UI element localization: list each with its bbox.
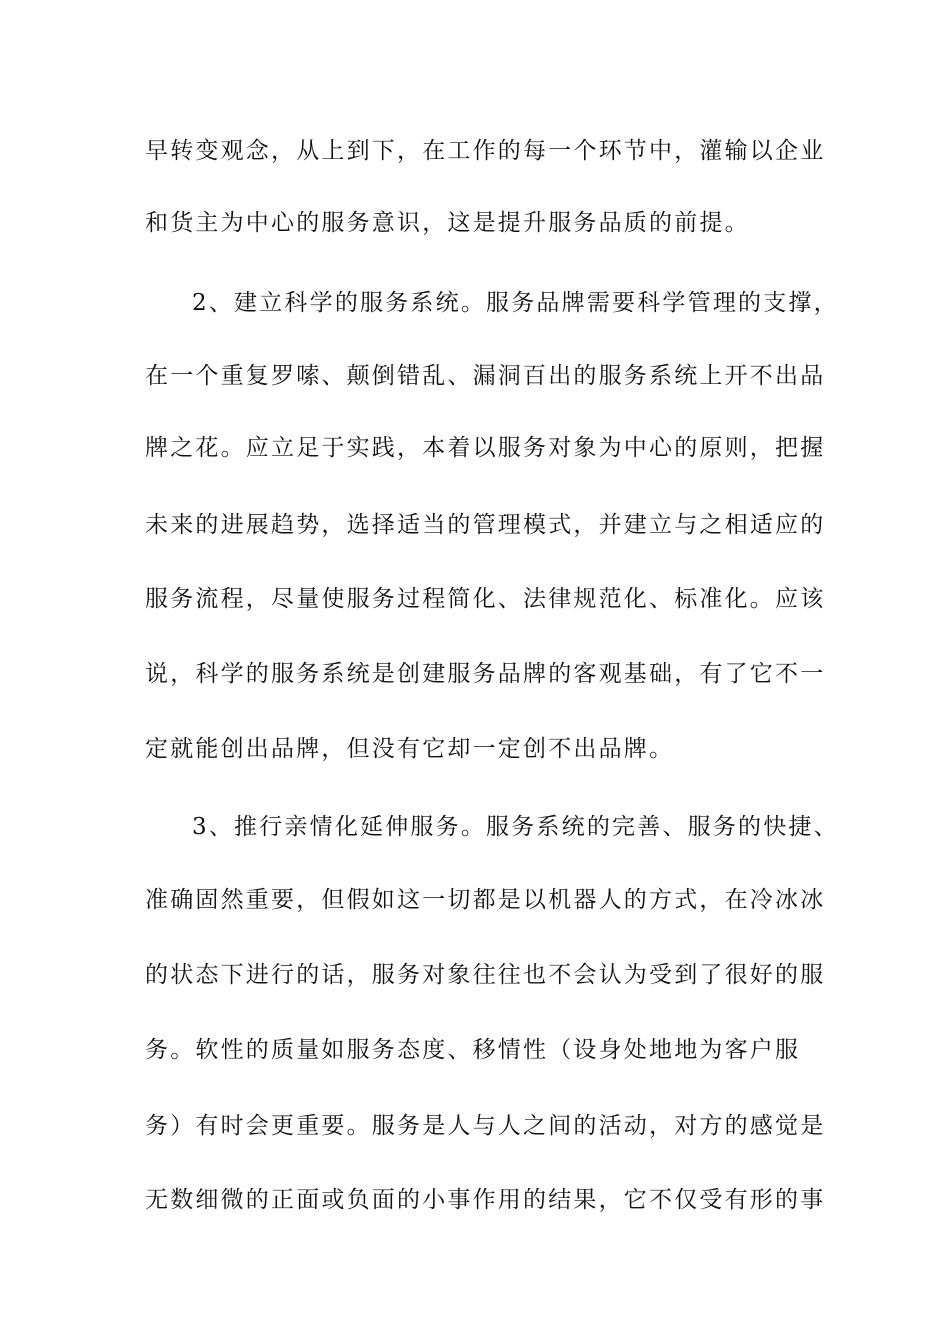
text-line: 牌之花。应立足于实践，本着以服务对象为中心的原则，把握 bbox=[145, 435, 826, 461]
paragraph-2-heading-line: 2、建立科学的服务系统。服务品牌需要科学管理的支撑， bbox=[192, 290, 839, 316]
paragraph-3-heading-line: 3、推行亲情化延伸服务。服务系统的完善、服务的快捷、 bbox=[192, 814, 839, 840]
text-line: 在一个重复罗嗦、颠倒错乱、漏洞百出的服务系统上开不出品 bbox=[145, 363, 826, 389]
text-line: 定就能创出品牌，但没有它却一定创不出品牌。 bbox=[145, 736, 675, 762]
text-line: 无数细微的正面或负面的小事作用的结果，它不仅受有形的事 bbox=[145, 1187, 826, 1213]
text-line: 务。软性的质量如服务态度、移情性（设身处地地为客户服 bbox=[145, 1037, 801, 1063]
text-line: 的状态下进行的话，服务对象往往也不会认为受到了很好的服 bbox=[145, 962, 826, 988]
text-line: 务）有时会更重要。服务是人与人之间的活动，对方的感觉是 bbox=[145, 1113, 826, 1139]
text-line: 未来的进展趋势，选择适当的管理模式，并建立与之相适应的 bbox=[145, 512, 826, 538]
text-line: 早转变观念，从上到下，在工作的每一个环节中，灌输以企业 bbox=[145, 138, 826, 164]
text-line: 和货主为中心的服务意识，这是提升服务品质的前提。 bbox=[145, 210, 750, 236]
text-line: 说，科学的服务系统是创建服务品牌的客观基础，有了它不一 bbox=[145, 661, 826, 687]
text-line: 服务流程，尽量使服务过程简化、法律规范化、标准化。应该 bbox=[145, 586, 826, 612]
text-line: 准确固然重要，但假如这一切都是以机器人的方式，在冷冰冰 bbox=[145, 887, 826, 913]
